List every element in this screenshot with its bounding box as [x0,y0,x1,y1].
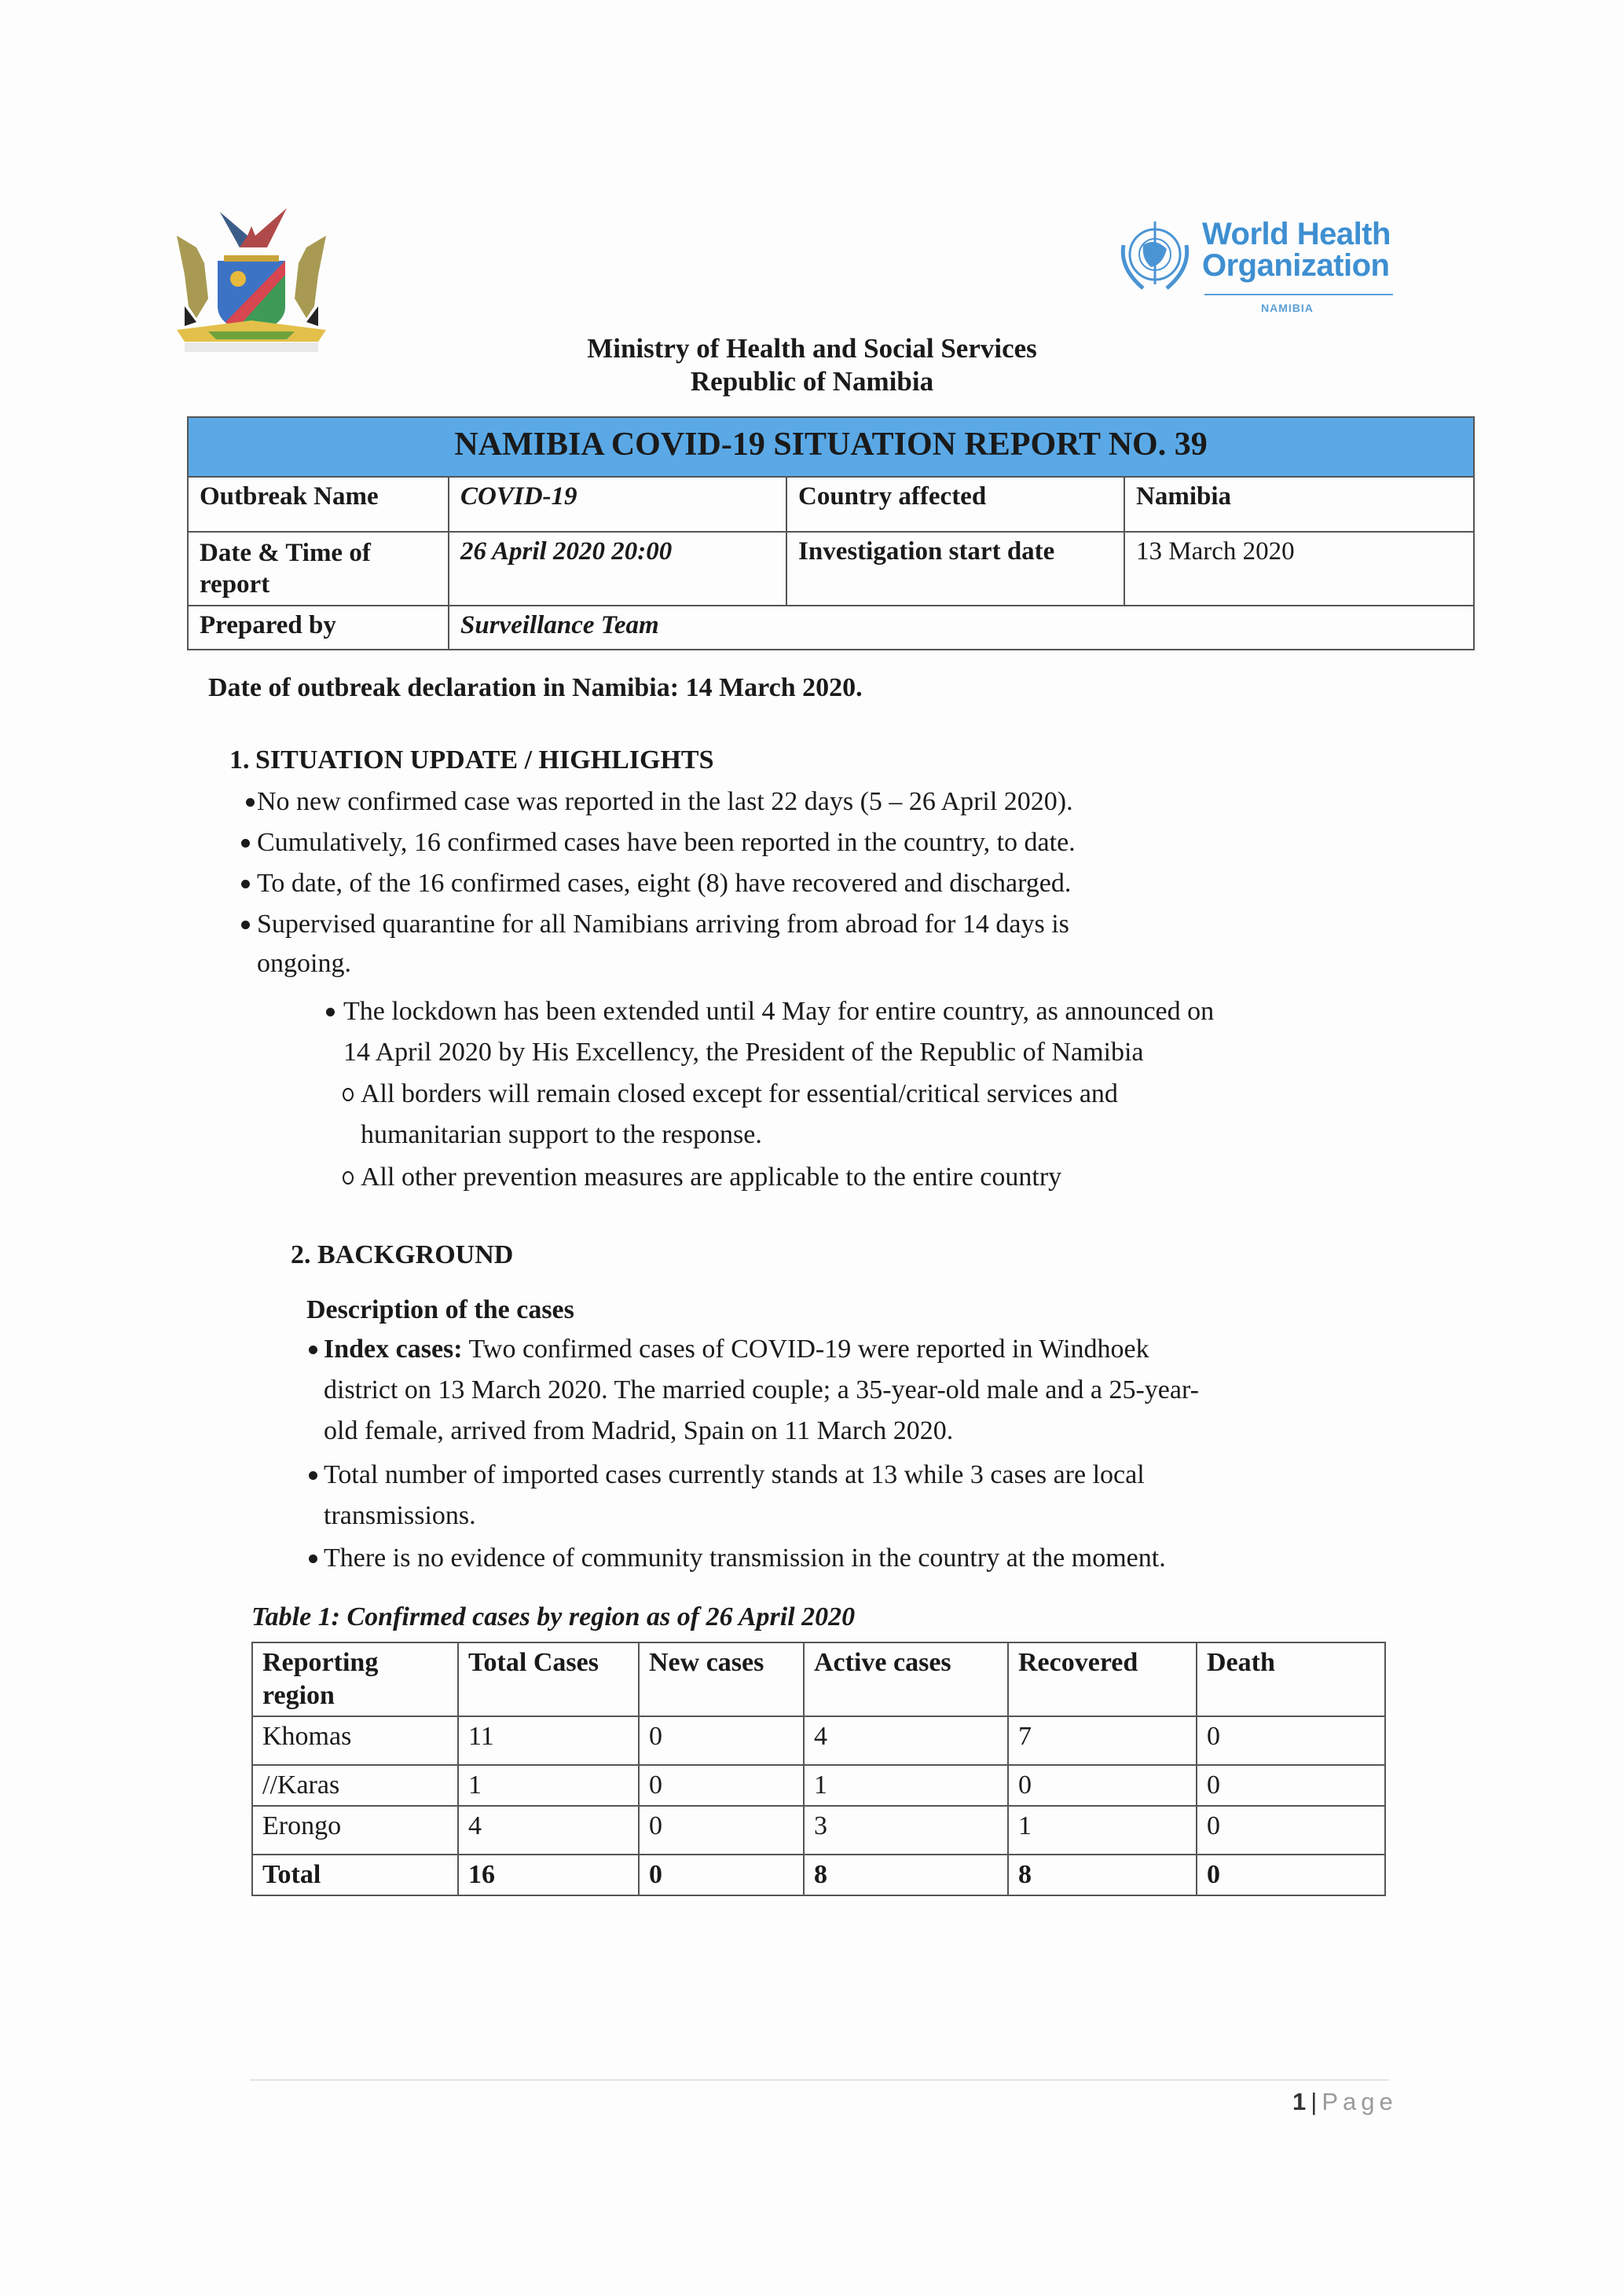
highlight-item: No new confirmed case was reported in the last 22 days (5 – 26 April 2020). [257,787,1073,816]
col-header: New cases [639,1642,804,1716]
cell-death: 0 [1197,1765,1385,1806]
who-emblem-icon [1112,214,1198,300]
background-item-continuation: transmissions. [324,1501,476,1530]
value-report-datetime: 26 April 2020 20:00 [449,532,786,606]
highlight-subitem: All borders will remain closed except for essential/critical services and [361,1079,1118,1108]
section1-number: 1. [229,745,250,774]
bullet-icon [326,1008,335,1016]
background-item: There is no evidence of community transmission in the country at the moment. [324,1543,1166,1573]
cell-active-cases: 8 [804,1855,1008,1895]
highlight-item: To date, of the 16 confirmed cases, eight (8) have recovered and discharged. [257,869,1072,898]
cell-death: 0 [1197,1855,1385,1895]
cell-new-cases: 0 [639,1806,804,1855]
outbreak-declaration: Date of outbreak declaration in Namibia: 14 March 2020. [208,673,863,702]
label-investigation-start: Investigation start date [786,532,1124,606]
bullet-icon [246,798,255,807]
cell-total-cases: 11 [458,1716,639,1765]
table-row [252,1765,1385,1806]
bullet-icon [241,921,250,929]
cell-death: 0 [1197,1716,1385,1765]
section2-title: 2. BACKGROUND [291,1240,514,1269]
highlight-item-continuation: 14 April 2020 by His Excellency, the President of the Republic of Namibia [343,1038,1144,1067]
table-row [252,1806,1385,1855]
namibia-coat-of-arms-logo [161,189,342,357]
highlight-subitem-continuation: humanitarian support to the response. [361,1120,762,1149]
background-item: Total number of imported cases currently stands at 13 while 3 cases are local [324,1460,1145,1489]
cell-region: //Karas [252,1765,458,1806]
value-investigation-start: 13 March 2020 [1124,532,1474,606]
cell-new-cases: 0 [639,1765,804,1806]
value-country-affected: Namibia [1124,477,1474,532]
background-item: Index cases: Two confirmed cases of COVID-19 were reported in Windhoek [324,1335,1149,1364]
bullet-icon [309,1346,317,1354]
cell-recovered: 0 [1008,1765,1197,1806]
col-header: Recovered [1008,1642,1197,1716]
cell-death: 0 [1197,1806,1385,1855]
highlight-item: Cumulatively, 16 confirmed cases have been reported in the country, to date. [257,828,1076,857]
cell-recovered: 8 [1008,1855,1197,1895]
section1-title: SITUATION UPDATE / HIGHLIGHTS [255,745,714,774]
value-prepared-by: Surveillance Team [449,606,1474,650]
bullet-icon [241,839,250,848]
highlight-item: Supervised quarantine for all Namibians arriving from abroad for 14 days is [257,910,1069,939]
index-cases-label: Index cases: [324,1335,463,1364]
highlight-subitem: All other prevention measures are applicable to the entire country [361,1163,1062,1192]
cell-recovered: 1 [1008,1806,1197,1855]
cell-region: Khomas [252,1716,458,1765]
cell-region: Erongo [252,1806,458,1855]
coat-of-arms-icon [161,189,342,357]
who-subtitle: NAMIBIA [1261,302,1314,314]
col-header: Total Cases [458,1642,639,1716]
bullet-icon [241,880,250,888]
bullet-icon [309,1554,317,1563]
highlight-item: The lockdown has been extended until 4 May for entire country, as announced on [343,997,1215,1026]
label-outbreak-name: Outbreak Name [188,477,449,532]
background-item-continuation: district on 13 March 2020. The married couple; a 35-year-old male and a 25-year- [324,1375,1199,1404]
table-header-row [252,1642,1385,1716]
republic-name: Republic of Namibia [690,366,934,397]
value-outbreak-name: COVID-19 [449,477,786,532]
bullet-icon [309,1471,317,1480]
background-item-continuation: old female, arrived from Madrid, Spain on 11 March 2020. [324,1416,954,1445]
table1-caption: Table 1: Confirmed cases by region as of 26 April 2020 [251,1602,856,1631]
cell-total-label: Total [252,1855,458,1895]
sub-bullet-icon [343,1171,354,1185]
who-namibia-logo [1112,214,1395,324]
report-info-table [187,416,1475,650]
who-title-line2: Organization [1202,248,1390,283]
report-title: NAMIBIA COVID-19 SITUATION REPORT NO. 39 [188,417,1474,477]
cell-total-cases: 1 [458,1765,639,1806]
footer-divider [250,2079,1389,2081]
sub-bullet-icon [343,1088,354,1101]
confirmed-cases-table [251,1642,1386,1896]
page-number: 1 | Page [1292,2088,1398,2115]
section2-subtitle: Description of the cases [306,1295,574,1324]
col-header: Reporting region [252,1642,458,1716]
cell-total-cases: 16 [458,1855,639,1895]
cell-active-cases: 4 [804,1716,1008,1765]
highlight-item-continuation: ongoing. [257,949,351,978]
cell-recovered: 7 [1008,1716,1197,1765]
cell-new-cases: 0 [639,1855,804,1895]
table-total-row [252,1855,1385,1895]
cell-total-cases: 4 [458,1806,639,1855]
col-header: Death [1197,1642,1385,1716]
table-row [252,1716,1385,1765]
who-divider [1204,294,1393,295]
label-prepared-by: Prepared by [188,606,449,650]
col-header: Active cases [804,1642,1008,1716]
ministry-name: Ministry of Health and Social Services [587,333,1037,364]
cell-active-cases: 1 [804,1765,1008,1806]
cell-new-cases: 0 [639,1716,804,1765]
cell-active-cases: 3 [804,1806,1008,1855]
label-country-affected: Country affected [786,477,1124,532]
label-report-datetime: Date & Time of report [188,532,449,606]
who-title-line1: World Health [1202,217,1391,251]
